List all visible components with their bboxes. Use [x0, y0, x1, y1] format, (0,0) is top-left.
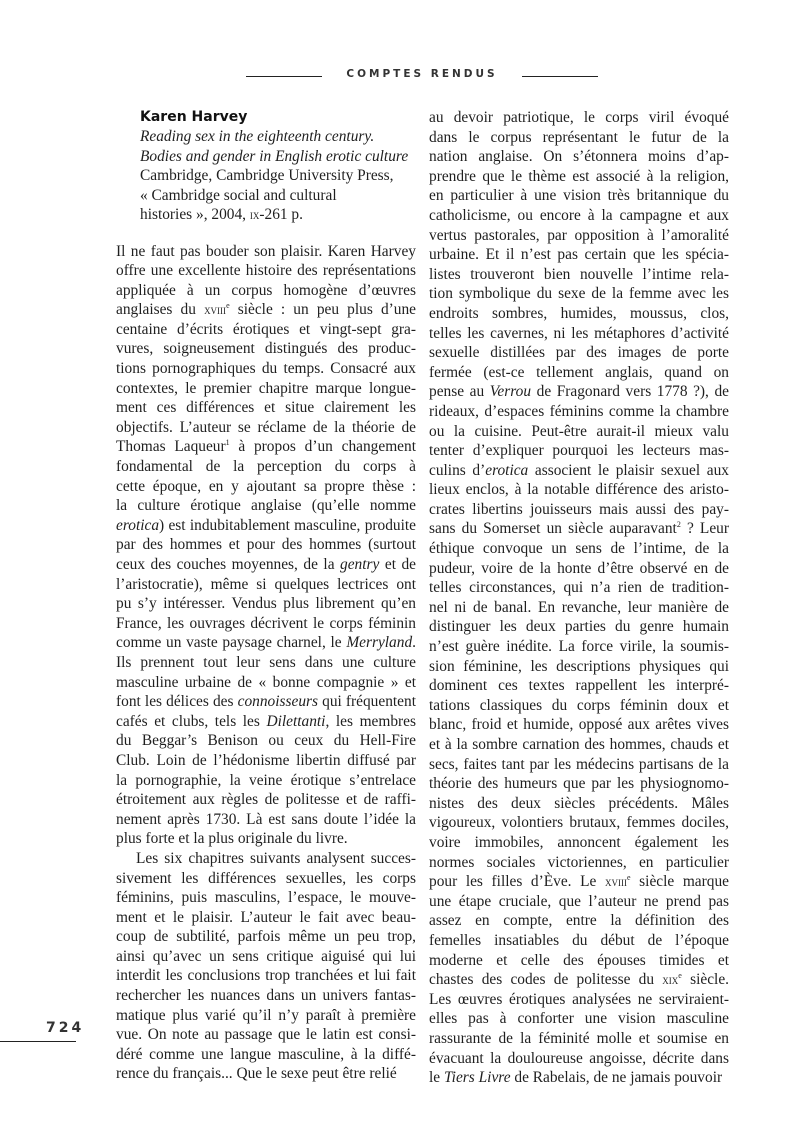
text-line: rideaux, d’espaces féminins comme la chambre — [429, 402, 729, 420]
text-line: sexuelle distillées par des images de porte — [429, 344, 729, 362]
right-body-text — [429, 108, 729, 1088]
text-line: ment ces différences et situe clairement les — [116, 399, 416, 417]
text-line: masculine urbaine de « bonne compagnie » et — [116, 673, 416, 691]
text-line: vertus pastorales, par opposition à l’amoralité — [429, 226, 729, 244]
text-line: nistes des deux siècles précédents. Mâles — [429, 794, 729, 812]
text-line: elles pas à conforter une vision masculine — [429, 1010, 729, 1028]
text-line: Il ne faut pas bouder son plaisir. Karen Harvey — [116, 242, 416, 260]
text-line: listes trouveront bien nouvelle l’intime rela- — [429, 265, 729, 283]
text-line: vures, soigneusement distingués des produc- — [116, 340, 416, 358]
running-head-title: COMPTES RENDUS — [346, 68, 498, 80]
text-line: tations classiques du corps féminin doux et — [429, 696, 729, 714]
text-line: interdit les conclusions trop tranchées et lui fait — [116, 967, 416, 985]
text-line: crates libertins jouisseurs mais aussi des pay- — [429, 500, 729, 518]
text-line: femelles insatiables du début de l’époque — [429, 931, 729, 949]
text-line: telles les cavernes, ni les métaphores d’activité — [429, 324, 729, 342]
text-line: tenter d’expliquer pourquoi les lecteurs mas- — [429, 442, 729, 460]
text-line: l’aristocratie), même si quelques lectrices ont — [116, 575, 416, 593]
text-line: fondamental de la perception du corps à — [116, 458, 416, 476]
text-line: une étape cruciale, que l’auteur ne prend pas — [429, 892, 729, 910]
text-line: théorie des humeurs que par les physiognomo- — [429, 775, 729, 793]
text-line: vue. On note au passage que le latin est consi- — [116, 1026, 416, 1044]
text-line: par des hommes et pour des hommes (surtout — [116, 536, 416, 554]
text-line: rechercher les nuances dans un univers fantas- — [116, 987, 416, 1005]
review-author: Karen Harvey — [140, 109, 248, 125]
text-line: assez en compte, entre la définition des — [429, 912, 729, 930]
left-column — [116, 108, 416, 1084]
text-line: dominent ces textes rappellent les interpré- — [429, 677, 729, 695]
text-line: du Beggar’s Benison ou ceux du Hell-Fire — [116, 732, 416, 750]
book-title-line-2: Bodies and gender in English erotic culture — [140, 147, 409, 165]
text-line: tion symbolique du sexe de la femme avec les — [429, 285, 729, 303]
text-line: plus forte et la plus originale du livre. — [116, 830, 348, 848]
text-line: déré comme une langue masculine, à la diffé- — [116, 1045, 416, 1063]
text-line: fermée (est-ce tellement anglais, quand on — [429, 363, 729, 381]
text-line: culins d’erotica associent le plaisir sexuel aux — [429, 461, 729, 479]
page-number: 724 — [46, 1020, 85, 1036]
text-line: nement après 1730. Là est sans doute l’idée la — [116, 810, 416, 828]
right-column — [429, 108, 729, 1088]
text-line: rassurante de la féminité molle et soumise en — [429, 1029, 729, 1047]
text-line: ou la cuisine. Peut-être aurait-il mieux valu — [429, 422, 729, 440]
text-line: féminins, puis masculins, l’espace, le mouve- — [116, 889, 416, 907]
book-reference — [140, 108, 416, 225]
text-line: sivement les différences sexuelles, les corps — [116, 869, 416, 887]
text-line: pense au Verrou de Fragonard vers 1778 ?), de — [429, 383, 730, 401]
text-line: en particulier à une vision très britannique du — [429, 187, 729, 205]
book-title-line-1: Reading sex in the eighteenth century. — [140, 128, 375, 145]
text-line: nel ni de banal. En revanche, leur manière de — [429, 598, 729, 616]
text-line: offre une excellente histoire des représentations — [116, 262, 416, 280]
text-line: voire immobiles, annoncent également les — [429, 833, 729, 851]
text-line: dans le corpus représentant le futur de la — [429, 128, 729, 146]
running-head-rule-left — [246, 76, 322, 77]
text-line: catholicisme, ou encore à la campagne et aux — [429, 206, 729, 224]
text-line: la pornographie, la veine érotique s’entrelace — [116, 771, 416, 789]
text-line: appliquée à un corpus homogène d’œuvres — [116, 281, 416, 299]
text-line: centaine d’écrits érotiques et vingt-sept gra- — [116, 320, 416, 338]
text-line: sans du Somerset un siècle auparavant$^2$ ? Leur — [429, 520, 729, 538]
text-line: la culture érotique anglaise (qu’elle nomme — [116, 497, 416, 515]
text-line: étroitement aux règles de politesse et de raffi- — [116, 791, 416, 809]
text-line: Club. Loin de l’hédonisme libertin diffusé par — [116, 751, 416, 769]
text-line: contextes, le premier chapitre marque longue- — [116, 379, 416, 397]
text-line: ment et le plaisir. L’auteur le fait avec beau- — [116, 908, 416, 926]
running-head-rule-right — [522, 76, 598, 77]
text-line: Les six chapitres suivants analysent succes- — [136, 849, 416, 867]
book-series-line-2: histories », 2004, ix-261 p. — [140, 206, 303, 223]
text-line: pudeur, voire de la honte d’être observé en de — [429, 559, 729, 577]
text-line: pour les filles d’Ève. Le xviii$^e$ siècle marque — [429, 873, 729, 891]
text-line: ceux des couches moyennes, de la gentry et de — [116, 556, 416, 573]
book-series-line-1: « Cambridge social and cultural — [140, 186, 337, 204]
text-line: moderne et celle des épouses timides et — [429, 951, 729, 969]
text-line: vigoureux, volontiers brutaux, femmes dociles, — [429, 814, 729, 832]
text-line: erotica) est indubitablement masculine, produite — [116, 516, 416, 534]
text-line: cette époque, en y ajoutant sa propre thèse : — [116, 477, 416, 495]
text-line: objectifs. L’auteur se réclame de la théorie de — [116, 418, 416, 436]
text-line: n’est guère inédite. La force virile, la soumis- — [429, 638, 729, 656]
text-line: et à la sombre carnation des hommes, chauds et — [429, 736, 729, 753]
text-line: lieux enclos, à la notable différence des aristo- — [429, 481, 729, 499]
text-line: secs, faites tant par les médecins partisans de la — [429, 755, 729, 773]
text-line: France, les ouvrages décrivent le corps féminin — [116, 614, 416, 632]
text-line: Ils prennent tout leur sens dans une culture — [116, 653, 416, 671]
text-line: blanc, froid et humide, opposé aux arêtes vives — [429, 716, 729, 734]
page-number-rule — [0, 1041, 76, 1042]
text-line: coup de subtilité, parfois même un peu trop, — [116, 928, 416, 946]
text-line: distinguer les deux parties du genre humain — [429, 618, 729, 636]
text-line: font les délices des connoisseurs qui fréquentent — [116, 693, 416, 711]
text-line: nation anglaise. On s’étonnera moins d’ap- — [429, 148, 729, 166]
text-line: Les œuvres érotiques analysées ne serviraient- — [429, 990, 729, 1008]
text-line: rence du français... Que le sexe peut être relié — [116, 1065, 397, 1083]
text-line: normes sociales victoriennes, en particulier — [429, 853, 729, 871]
text-line: évacuant la douloureuse angoisse, décrite dans — [429, 1049, 729, 1067]
book-publisher: Cambridge, Cambridge University Press, — [140, 167, 394, 184]
text-line: telles circonstances, qui n’a rien de tradition- — [429, 579, 729, 597]
text-line: prendre que le thème est associé à la religion, — [429, 167, 729, 185]
text-line: tions pornographiques du temps. Consacré aux — [116, 360, 416, 378]
text-line: anglaises du xviii$^e$ siècle : un peu plus d’une — [116, 301, 416, 319]
running-head — [0, 66, 800, 86]
text-line: au devoir patriotique, le corps viril évoqué — [429, 109, 729, 126]
text-line: pu s’y intéresser. Vendus plus librement qu’en — [116, 595, 416, 613]
text-line: comme un vaste paysage charnel, le Merryland. — [116, 634, 416, 652]
text-line: ainsi qu’avec un sens critique aiguisé qui lui — [116, 947, 416, 965]
text-line: cafés et clubs, tels les Dilettanti, les membres — [116, 712, 416, 730]
text-line: chastes des codes de politesse du xix$^e$ siècle. — [429, 971, 729, 989]
text-line: éthique convoque un sens de l’intime, de la — [429, 540, 729, 558]
text-line: urbaine. Et il n’est pas certain que les spécia- — [429, 246, 729, 264]
text-line: Thomas Laqueur$^1$ à propos d’un changement — [116, 438, 416, 456]
left-body-text — [116, 242, 416, 1085]
text-line: endroits sombres, humides, moussus, clos, — [429, 304, 729, 322]
text-line: le Tiers Livre de Rabelais, de ne jamais pouvoir — [429, 1069, 723, 1087]
text-line: matique plus varié qu’il n’y paraît à première — [116, 1006, 416, 1024]
text-line: sion féminine, les descriptions physiques qui — [429, 657, 729, 675]
